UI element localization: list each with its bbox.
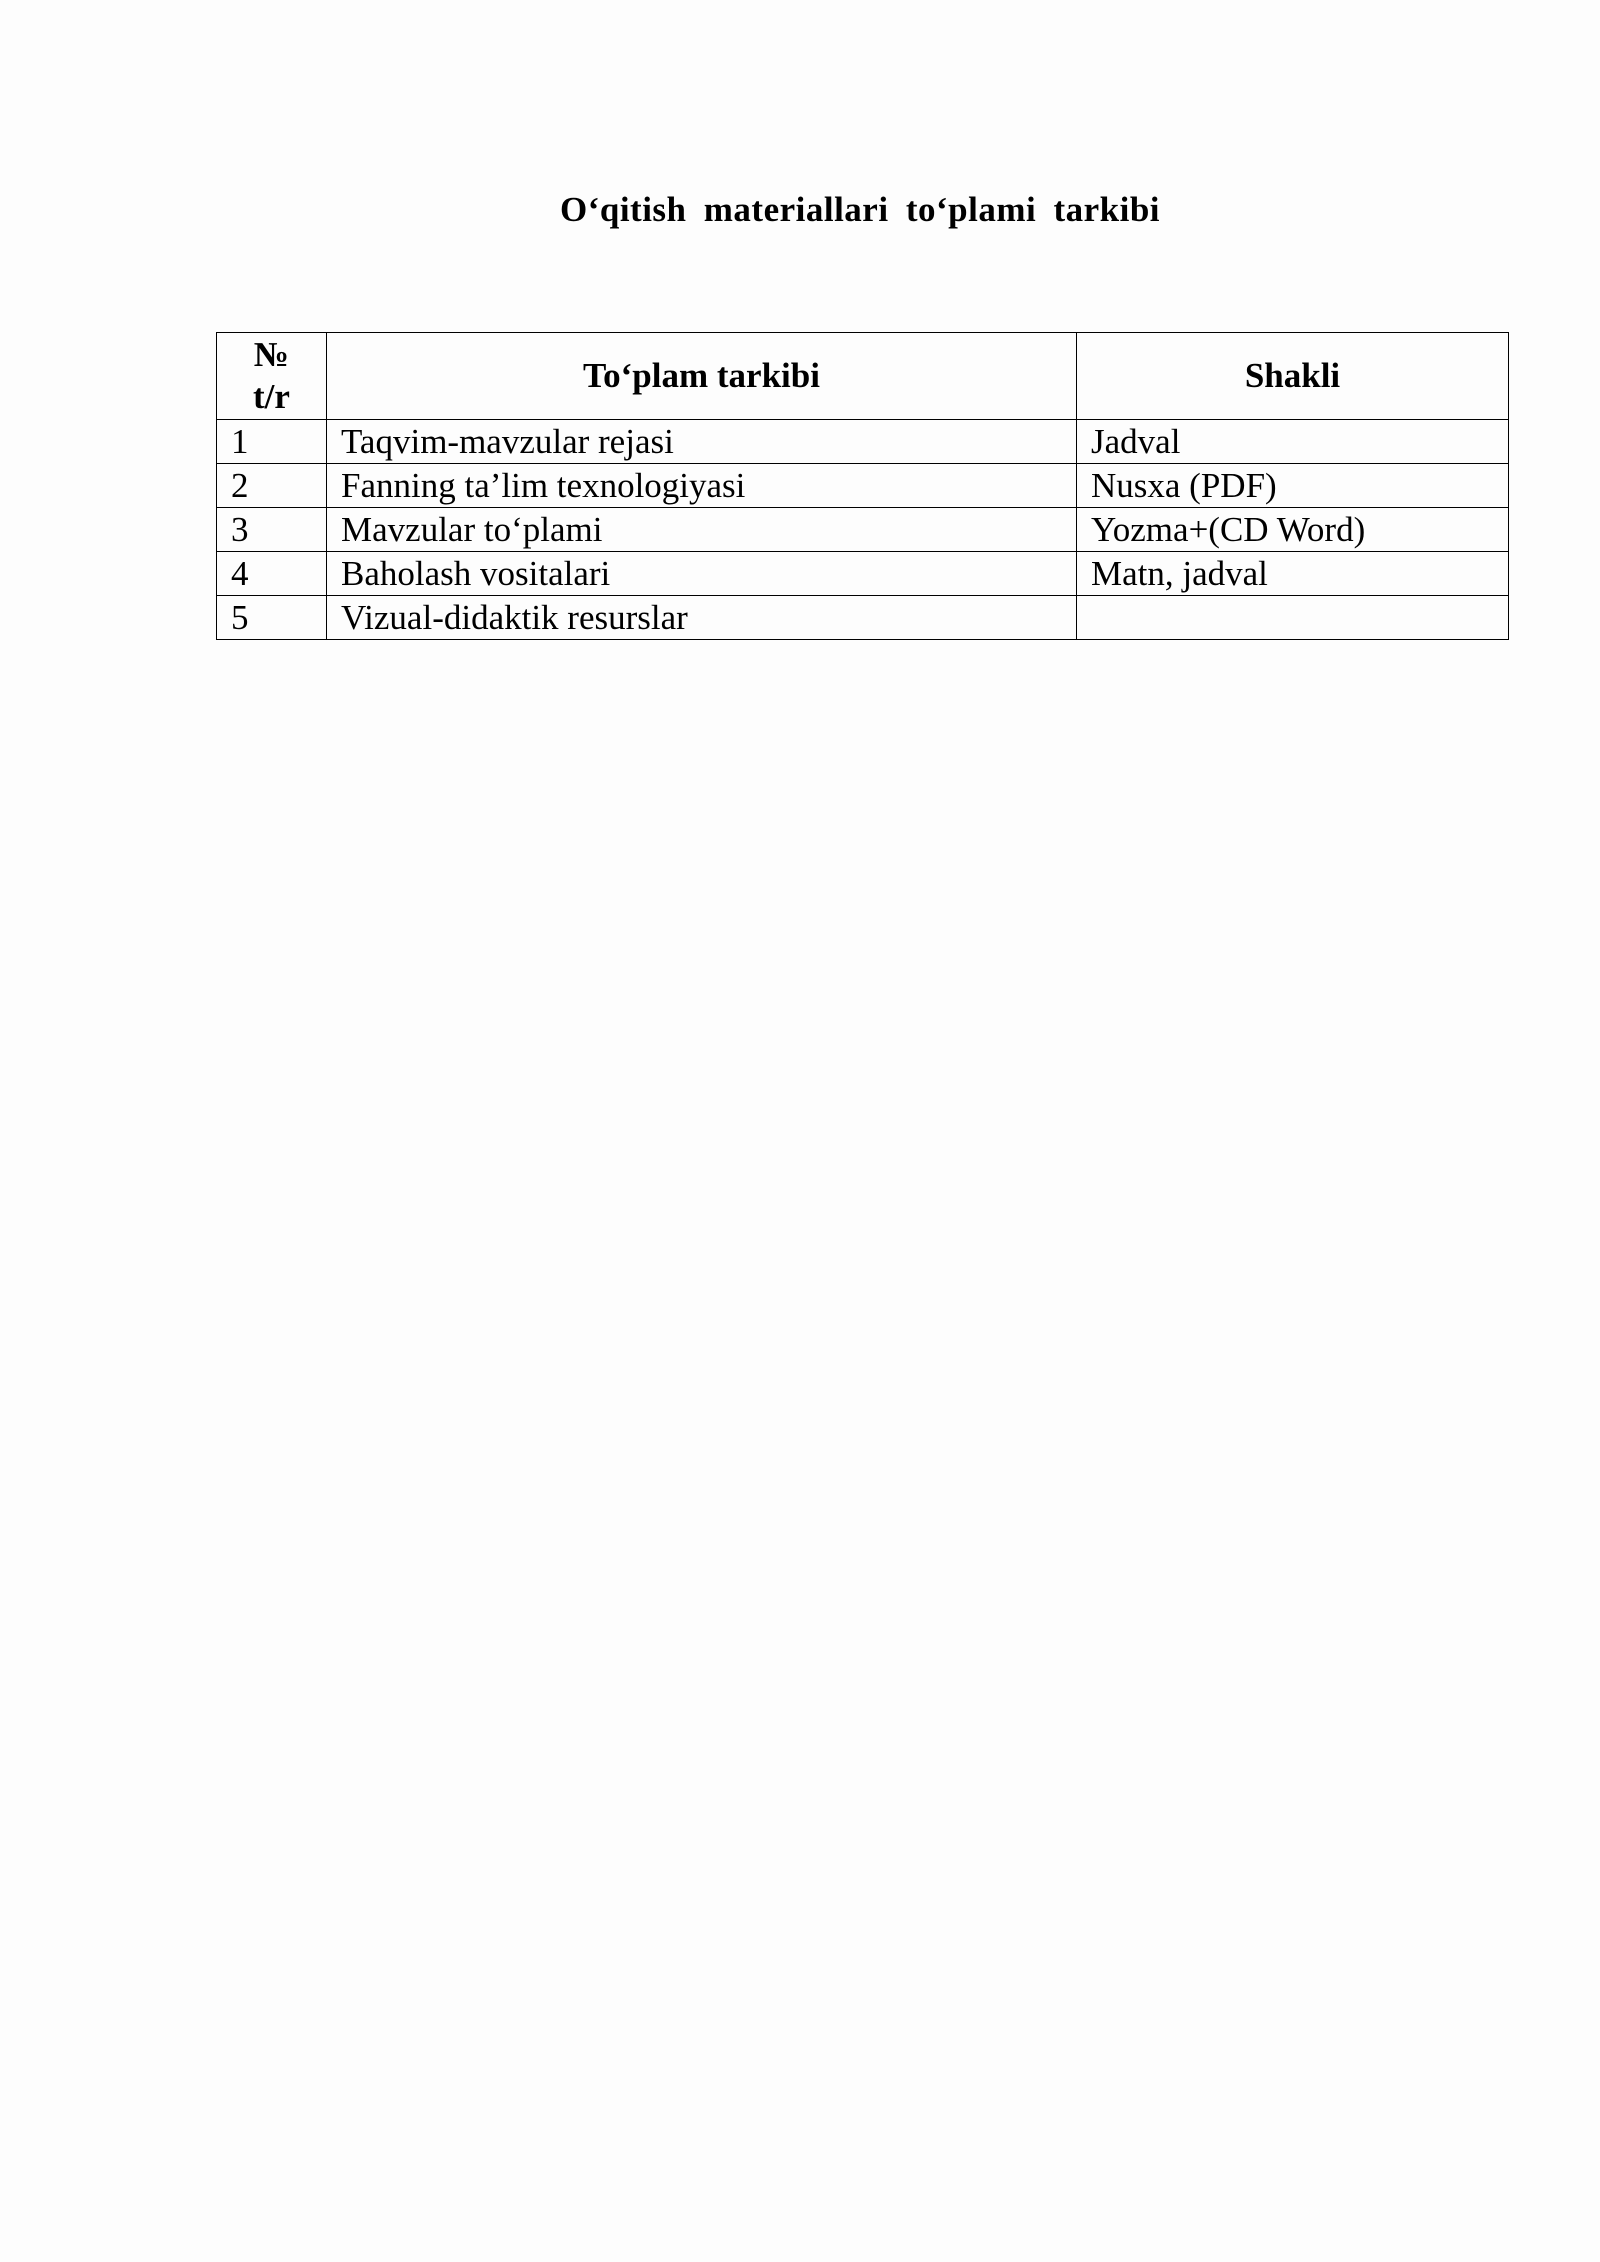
row-form: Matn, jadval xyxy=(1077,552,1509,596)
row-form: Yozma+(CD Word) xyxy=(1077,508,1509,552)
table-header-row xyxy=(217,333,1509,420)
table-row xyxy=(217,464,1509,508)
document-title: O‘qitish materiallari to‘plami tarkibi xyxy=(559,190,1161,229)
header-number-abbr: t/r xyxy=(253,377,290,416)
header-form: Shakli xyxy=(1077,333,1509,420)
row-number: 3 xyxy=(217,508,327,552)
header-number xyxy=(217,333,327,420)
row-form: Jadval xyxy=(1077,420,1509,464)
row-content: Baholash vositalari xyxy=(327,552,1077,596)
table-row xyxy=(217,552,1509,596)
row-content: Fanning ta’lim texnologiyasi xyxy=(327,464,1077,508)
row-form xyxy=(1077,596,1509,640)
row-number: 4 xyxy=(217,552,327,596)
row-number: 5 xyxy=(217,596,327,640)
header-content: To‘plam tarkibi xyxy=(327,333,1077,420)
table-row xyxy=(217,420,1509,464)
row-content: Taqvim-mavzular rejasi xyxy=(327,420,1077,464)
table-row xyxy=(217,596,1509,640)
row-content: Mavzular to‘plami xyxy=(327,508,1077,552)
table-row xyxy=(217,508,1509,552)
row-form: Nusxa (PDF) xyxy=(1077,464,1509,508)
materials-table xyxy=(216,332,1509,640)
row-number: 2 xyxy=(217,464,327,508)
header-number-symbol: № xyxy=(253,335,290,374)
row-content: Vizual-didaktik resurslar xyxy=(327,596,1077,640)
row-number: 1 xyxy=(217,420,327,464)
